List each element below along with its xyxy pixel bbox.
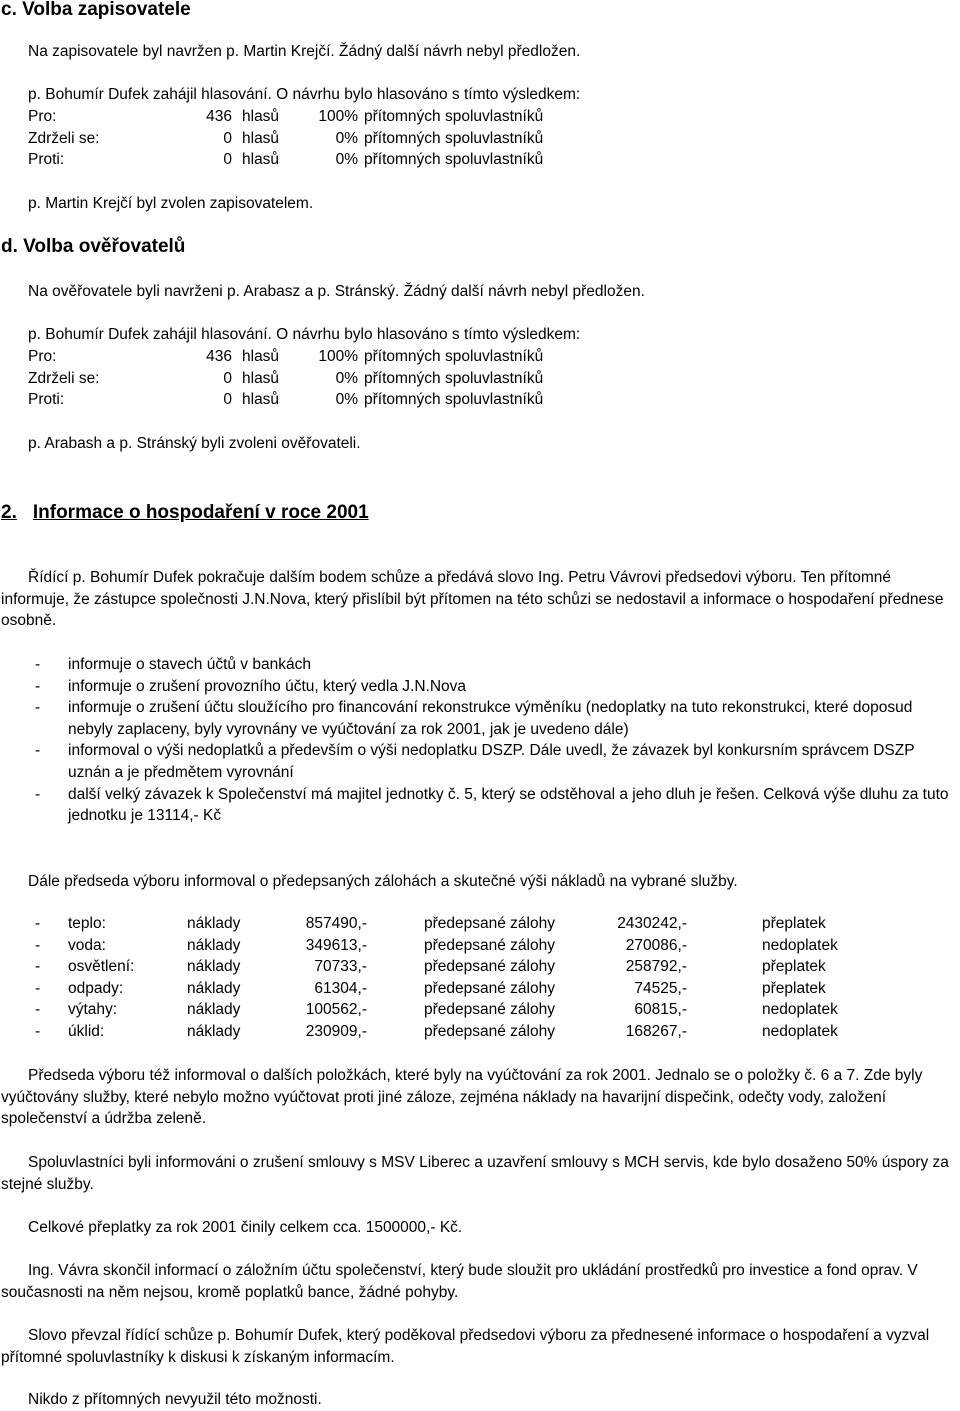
vote-text: přítomných spoluvlastníků [364, 108, 544, 125]
service-advances: 60815,- [634, 1001, 687, 1019]
service-result: nedoplatek [762, 936, 838, 954]
vote-count: 0 [223, 129, 232, 147]
service-result: přeplatek [762, 958, 826, 976]
service-result: nedoplatek [762, 1022, 838, 1040]
section-2-number: 2. [1, 502, 17, 523]
vote-row [28, 368, 648, 390]
paragraph-no-questions: Nikdo z přítomných nevyužil této možnosti. [28, 1391, 322, 1408]
vote-text: přítomných spoluvlastníků [364, 129, 544, 147]
vote-percent: 0% [335, 369, 358, 387]
service-result: nedoplatek [762, 1001, 838, 1019]
vote-percent: 0% [335, 151, 358, 169]
section-d-vote-table [28, 346, 648, 411]
vote-label: Zdrželi se: [28, 129, 100, 147]
vote-label: Pro: [28, 108, 57, 125]
service-advances: 270086,- [625, 936, 687, 954]
section-d-title: d. Volba ověřovatelů [1, 236, 186, 257]
service-advances: 2430242,- [617, 915, 687, 932]
service-costs: 349613,- [305, 936, 367, 954]
list-item: - informuje o zrušení účtu sloužícího pro financování rekonstrukce výměníku (nedoplatky na tuto rekonstrukci, které doposud nebyly zaplaceny, byly vyrovnány ve vyúčtování za rok 2001, jak je uvedeno dále) [35, 699, 913, 738]
section-c-result: p. Martin Krejčí byl zvolen zapisovatelem. [28, 195, 314, 212]
section-c-title: c. Volba zapisovatele [1, 0, 191, 20]
service-name: úklid: [68, 1022, 105, 1040]
section-2-heading [1, 502, 369, 524]
vote-text: přítomných spoluvlastníků [364, 151, 544, 169]
service-name: teplo: [68, 915, 106, 932]
services-intro: Dále předseda výboru informoval o předepsaných zálohách a skutečné výši nákladů na vybrané služby. [28, 873, 738, 890]
info-bullet-list [35, 654, 960, 827]
service-name: osvětlení: [68, 958, 135, 976]
service-advances: 74525,- [634, 979, 687, 997]
vote-row [28, 346, 648, 368]
section-d-nomination: Na ověřovatele byli navrženi p. Arabasz a p. Stránský. Žádný další návrh nebyl předložen. [28, 283, 645, 300]
vote-label: Proti: [28, 151, 65, 169]
service-costs: 100562,- [305, 1001, 367, 1019]
paragraph-reserve-account: Ing. Vávra skončil informací o záložním účtu společenství, který bude sloužit pro ukládání prostředků pro investice a fond oprav. V současnosti na něm nejsou, kromě poplatků bance, žádné pohyby. [1, 1262, 918, 1301]
service-name: voda: [68, 936, 106, 954]
section-c-vote-intro: p. Bohumír Dufek zahájil hlasování. O návrhu bylo hlasováno s tímto výsledkem: [28, 86, 581, 103]
vote-label: Pro: [28, 348, 57, 365]
vote-text: přítomných spoluvlastníků [364, 348, 544, 365]
vote-count: 0 [223, 391, 232, 409]
list-item: - informuje o stavech účtů v bankách [35, 656, 311, 673]
paragraph-discussion: Slovo převzal řídící schůze p. Bohumír Dufek, který poděkoval předsedovi výboru za přednesené informace o hospodaření a vyzval přítomné spoluvlastníky k diskusi k získaným informacím. [1, 1327, 930, 1366]
vote-percent: 0% [335, 129, 358, 147]
vote-count: 0 [223, 369, 232, 387]
vote-text: přítomných spoluvlastníků [364, 391, 544, 409]
vote-text: přítomných spoluvlastníků [364, 369, 544, 387]
section-d-vote-intro: p. Bohumír Dufek zahájil hlasování. O návrhu bylo hlasováno s tímto výsledkem: [28, 326, 581, 343]
list-item: - informoval o výši nedoplatků a především o výši nedoplatku DSZP. Dále uvedl, že závazek byl konkursním správcem DSZP uznán a je předmětem vyrovnání [35, 742, 915, 781]
service-advances: 168267,- [625, 1022, 687, 1040]
vote-row [28, 389, 648, 411]
vote-row [28, 149, 648, 171]
vote-unit: hlasů [242, 391, 280, 409]
vote-label: Proti: [28, 391, 65, 409]
service-costs: 230909,- [305, 1022, 367, 1040]
service-name: odpady: [68, 979, 124, 997]
list-item: - informuje o zrušení provozního účtu, který vedla J.N.Nova [35, 677, 467, 695]
service-costs: 61304,- [314, 979, 367, 997]
service-costs: 857490,- [305, 915, 367, 932]
paragraph-other-items: Předseda výboru též informoval o dalších položkách, které byly na vyúčtování za rok 2001. Jednalo se o položky č. 6 a 7. Zde byly vyúčtovány služby, které nebylo možno vyúčtovat proti jiné záloze, zejména náklady na havarijní dispečink, odečty vody, založení společenství a údržba zeleně. [1, 1067, 923, 1128]
vote-unit: hlasů [242, 348, 280, 365]
vote-percent: 0% [335, 391, 358, 409]
paragraph-contracts: Spoluvlastníci byli informováni o zrušení smlouvy s MSV Liberec a uzavření smlouvy s MCH servis, kde bylo dosaženo 50% úspory za stejné služby. [1, 1154, 949, 1193]
service-name: výtahy: [68, 1001, 118, 1019]
vote-unit: hlasů [242, 151, 280, 169]
section-c-nomination: Na zapisovatele byl navržen p. Martin Krejčí. Žádný další návrh nebyl předložen. [28, 43, 581, 60]
vote-count: 436 [206, 348, 232, 365]
section-d-result: p. Arabash a p. Stránský byli zvoleni ověřovateli. [28, 435, 361, 452]
vote-unit: hlasů [242, 108, 280, 125]
vote-count: 0 [223, 151, 232, 169]
list-item: - další velký závazek k Společenství má majitel jednotky č. 5, který se odstěhoval a jeho dluh je řešen. Celková výše dluhu za tuto jednotku je 13114,- Kč [35, 785, 949, 825]
vote-unit: hlasů [242, 129, 280, 147]
vote-percent: 100% [318, 348, 358, 365]
section-2-intro: Řídící p. Bohumír Dufek pokračuje dalším bodem schůze a předává slovo Ing. Petru Vávrovi předsedovi výboru. Ten přítomné informuje, že zástupce společnosti J.N.Nova, který přislíbil být přítomen na této schůzi se nedostavil a informace o hospodaření přednese osobně. [1, 569, 944, 630]
section-c-vote-table [28, 106, 648, 171]
service-advances: 258792,- [625, 958, 687, 976]
vote-percent: 100% [318, 108, 358, 125]
section-2-title: Informace o hospodaření v roce 2001 [32, 502, 369, 523]
paragraph-overpayments: Celkové přeplatky za rok 2001 činily celkem cca. 1500000,- Kč. [28, 1219, 463, 1236]
service-costs: 70733,- [314, 958, 367, 976]
service-result: přeplatek [762, 979, 826, 997]
vote-count: 436 [206, 108, 232, 125]
vote-unit: hlasů [242, 369, 280, 387]
service-result: přeplatek [762, 915, 826, 932]
vote-row [28, 128, 648, 150]
vote-row [28, 106, 648, 128]
vote-label: Zdrželi se: [28, 369, 100, 387]
